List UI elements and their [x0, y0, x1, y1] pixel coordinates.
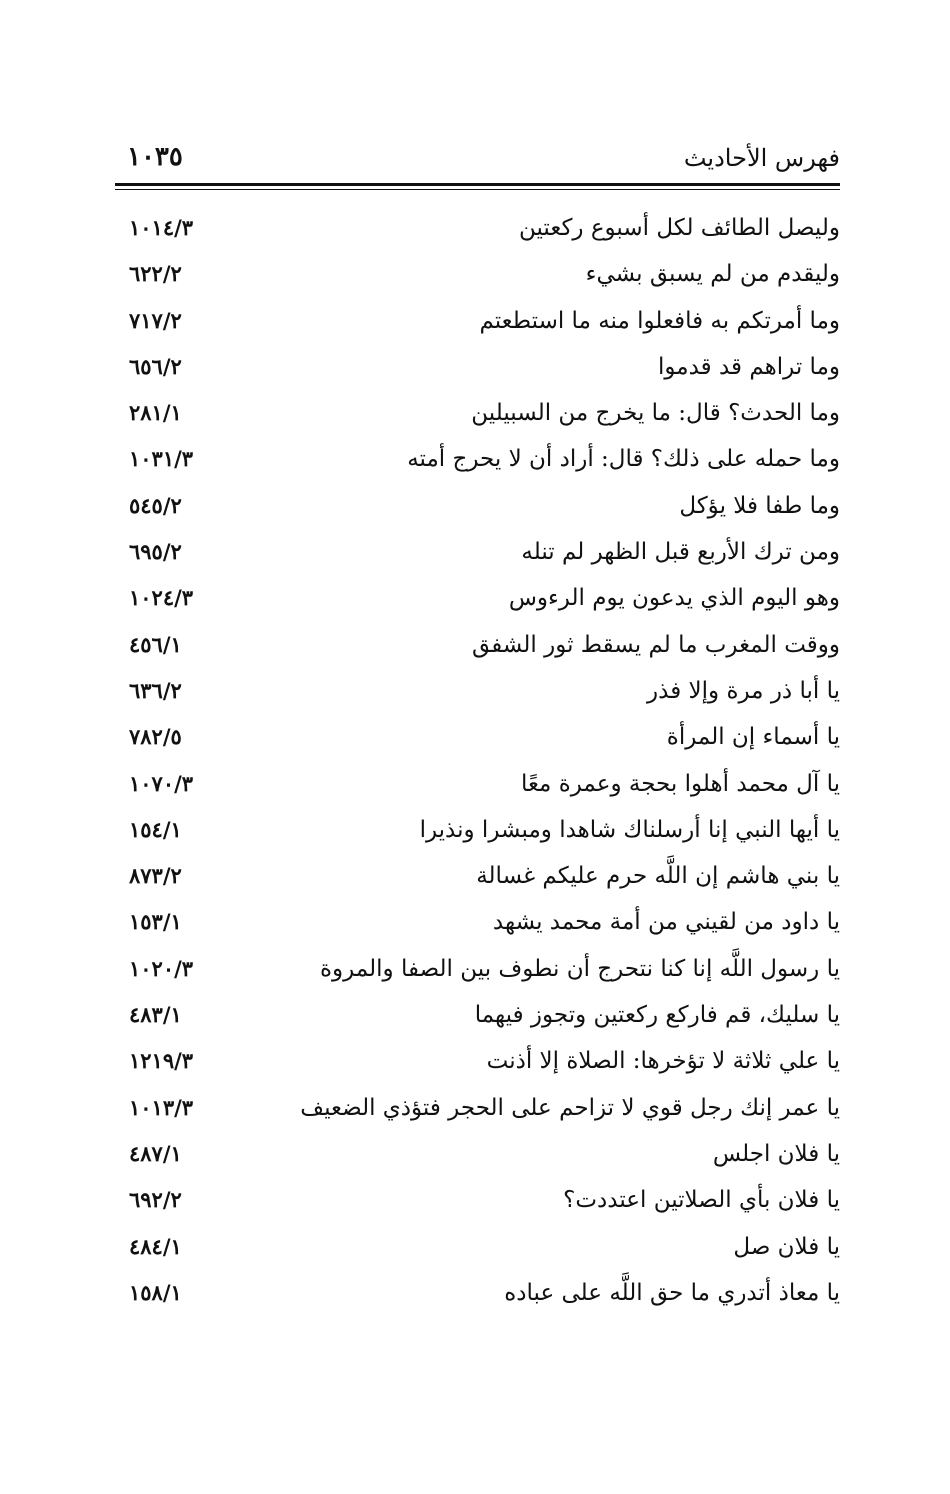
hadith-text: يا سليك، قم فاركع ركعتين وتجوز فيهما [474, 1002, 840, 1029]
hadith-text: يا آل محمد أهلوا بحجة وعمرة معًا [520, 770, 840, 797]
hadith-text: وليصل الطائف لكل أسبوع ركعتين [518, 215, 840, 241]
index-entry [115, 905, 840, 951]
volume-page-ref: ١٠٢٤/٣ [129, 585, 194, 611]
index-entry [115, 859, 840, 905]
volume-page-ref: ٦٥٦/٢ [129, 353, 182, 379]
volume-page-ref: ٦٩٢/٢ [129, 1187, 182, 1213]
index-entry [115, 257, 840, 303]
index-entry [115, 442, 840, 488]
volume-page-ref: ١٠٣١/٣ [129, 446, 194, 472]
index-entry [115, 581, 840, 627]
index-entry [115, 1044, 840, 1090]
volume-page-ref: ١٥٣/١ [129, 909, 182, 935]
volume-page-ref: ٨٧٣/٢ [129, 863, 182, 889]
index-entry [115, 396, 840, 442]
index-entry [115, 998, 840, 1044]
volume-page-ref: ١٠٢٠/٣ [129, 955, 194, 981]
index-entry [115, 813, 840, 859]
index-entry [115, 1183, 840, 1229]
volume-page-ref: ١٥٤/١ [129, 816, 182, 842]
index-entry [115, 628, 840, 674]
index-entry [115, 350, 840, 396]
volume-page-ref: ٥٤٥/٢ [129, 492, 182, 518]
hadith-text: ومن ترك الأربع قبل الظهر لم تنله [521, 539, 840, 566]
volume-page-ref: ١٠١٣/٣ [129, 1094, 194, 1120]
hadith-text: يا معاذ أتدري ما حق اللَّه على عباده [504, 1279, 840, 1306]
volume-page-ref: ٢٨١/١ [129, 400, 182, 426]
volume-page-ref: ٦٢٢/٢ [129, 261, 182, 287]
volume-page-ref: ٧١٧/٢ [129, 307, 182, 333]
hadith-text: وما تراهم قد قدموا [657, 353, 840, 380]
hadith-text: يا فلان صل [733, 1233, 840, 1260]
hadith-text: يا أبا ذر مرة وإلا فذر [647, 677, 840, 704]
volume-page-ref: ٦٣٦/٢ [129, 677, 182, 703]
running-title: فهرس الأحاديث [683, 144, 840, 172]
hadith-text: وما حمله على ذلك؟ قال: أراد أن لا يحرج أمته [407, 446, 840, 473]
hadith-text: وليقدم من لم يسبق بشيء [585, 261, 840, 288]
volume-page-ref: ١٥٨/١ [129, 1279, 182, 1305]
index-entry [115, 1276, 840, 1322]
hadith-text: يا فلان اجلس [712, 1140, 840, 1167]
index-entry [115, 1091, 840, 1137]
hadith-index-list [115, 211, 840, 1322]
volume-page-ref: ٧٨٢/٥ [129, 724, 182, 750]
index-entry [115, 1137, 840, 1183]
hadith-text: يا أيها النبي إنا أرسلناك شاهدا ومبشرا ونذيرا [419, 816, 840, 843]
hadith-text: وما أمرتكم به فافعلوا منه ما استطعتم [479, 307, 840, 334]
index-entry [115, 674, 840, 720]
volume-page-ref: ٦٩٥/٢ [129, 539, 182, 565]
index-entry [115, 720, 840, 766]
hadith-text: ووقت المغرب ما لم يسقط ثور الشفق [472, 631, 840, 658]
volume-page-ref: ٤٥٦/١ [129, 631, 182, 657]
hadith-text: يا فلان بأي الصلاتين اعتددت؟ [563, 1187, 840, 1214]
page-number: ١٠٣٥ [127, 142, 183, 172]
hadith-text: يا بني هاشم إن اللَّه حرم عليكم غسالة [476, 863, 840, 890]
hadith-text: يا أسماء إن المرأة [666, 724, 840, 751]
index-entry [115, 489, 840, 535]
volume-page-ref: ٤٨٤/١ [129, 1233, 182, 1259]
index-entry [115, 767, 840, 813]
volume-page-ref: ٤٨٣/١ [129, 1002, 182, 1028]
volume-page-ref: ١٠١٤/٣ [129, 215, 194, 240]
index-entry [115, 535, 840, 581]
hadith-text: وما الحدث؟ قال: ما يخرج من السبيلين [471, 400, 840, 427]
hadith-text: وهو اليوم الذي يدعون يوم الرءوس [508, 585, 840, 612]
hadith-text: وما طفا فلا يؤكل [679, 492, 840, 519]
hadith-text: يا علي ثلاثة لا تؤخرها: الصلاة إلا أذنت [486, 1048, 840, 1075]
hadith-text: يا داود من لقيني من أمة محمد يشهد [492, 909, 840, 936]
index-entry [115, 952, 840, 998]
header-rule-thin [115, 189, 840, 190]
volume-page-ref: ١٢١٩/٣ [129, 1048, 194, 1074]
header-rule-thick [115, 183, 840, 186]
index-entry [115, 304, 840, 350]
volume-page-ref: ٤٨٧/١ [129, 1140, 182, 1166]
index-entry [115, 211, 840, 257]
hadith-text: يا رسول اللَّه إنا كنا نتحرج أن نطوف بين الصفا والمروة [319, 955, 840, 982]
index-entry [115, 1230, 840, 1276]
hadith-text: يا عمر إنك رجل قوي لا تزاحم على الحجر فتؤذي الضعيف [300, 1094, 840, 1121]
page-header [115, 138, 840, 182]
volume-page-ref: ١٠٧٠/٣ [129, 770, 194, 796]
